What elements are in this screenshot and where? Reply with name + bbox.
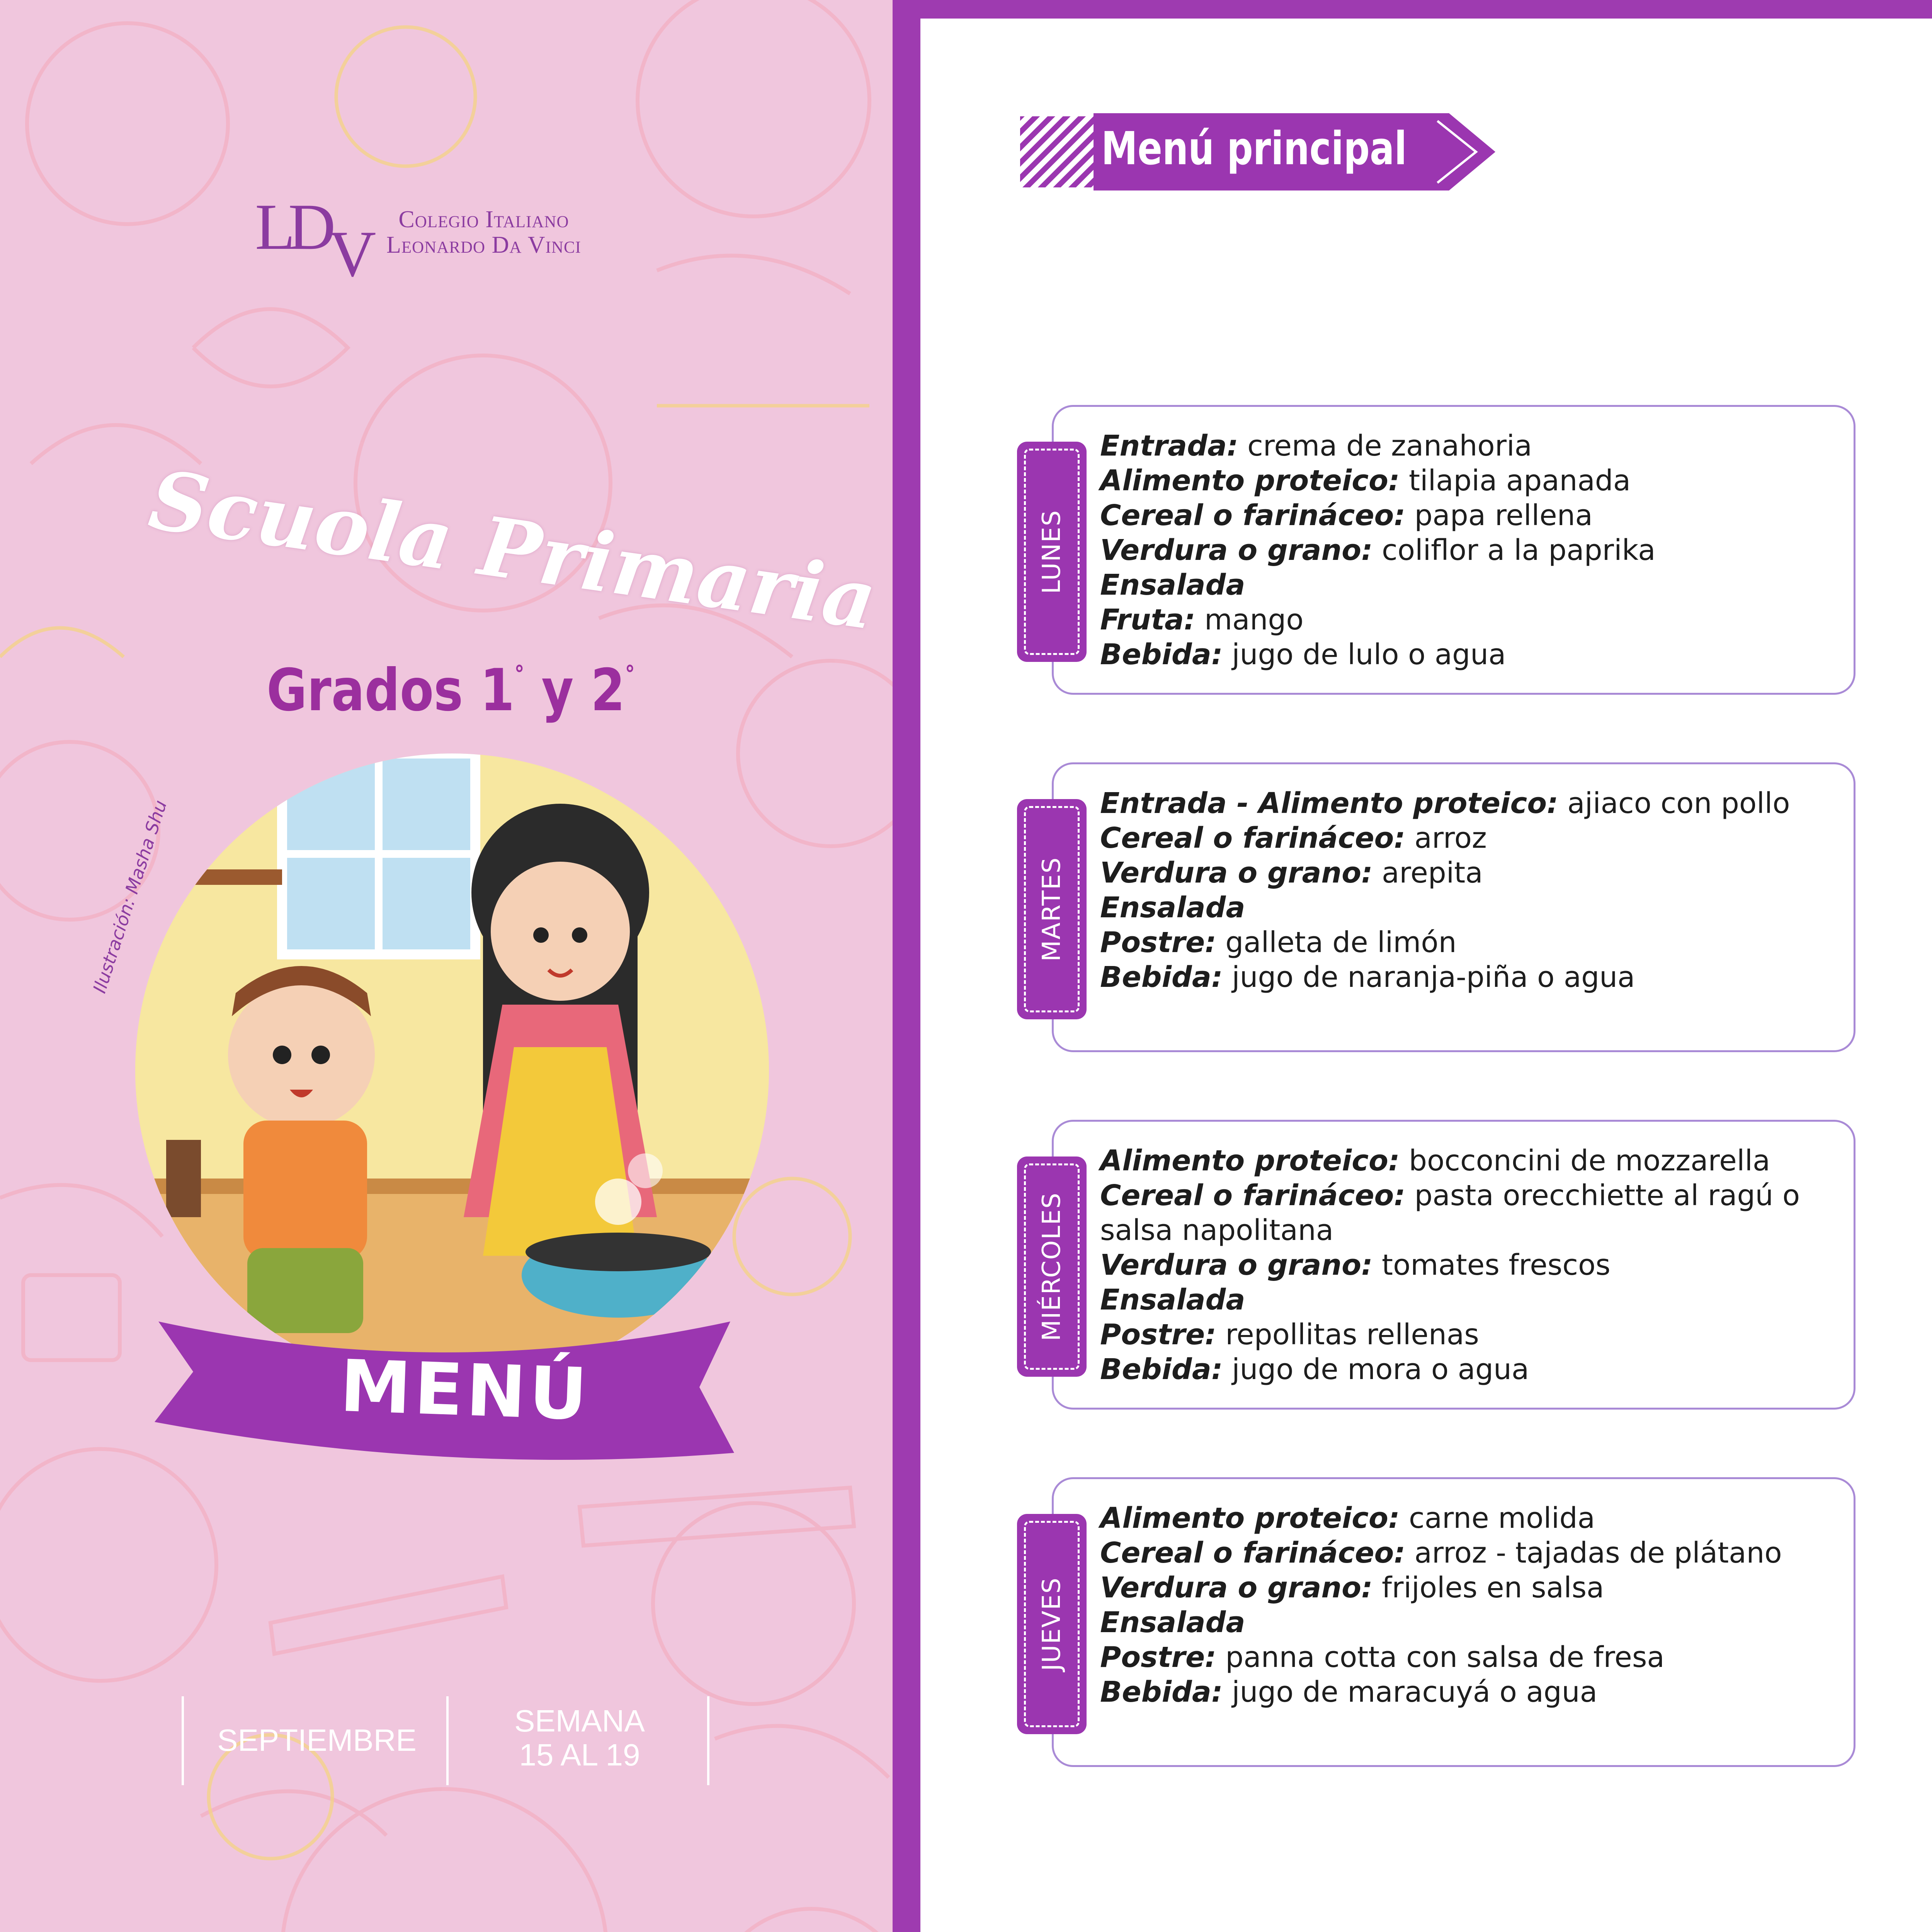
menu-item-category: Ensalada bbox=[1100, 1606, 1245, 1639]
grades-part-2: y 2 bbox=[524, 657, 625, 724]
logo-monogram: LDV bbox=[255, 190, 369, 290]
divider bbox=[446, 1696, 449, 1785]
grades-part-1: Grados 1 bbox=[267, 657, 515, 724]
menu-item-category: Bebida: bbox=[1100, 1353, 1223, 1386]
menu-item bbox=[1100, 925, 1830, 960]
day-tag bbox=[1017, 799, 1087, 1019]
menu-items bbox=[1100, 1143, 1830, 1387]
menu-item bbox=[1100, 960, 1830, 995]
menu-item-category: Bebida: bbox=[1100, 1675, 1223, 1709]
illustration-credit: Ilustración: Masha Shu bbox=[89, 798, 171, 996]
menu-item bbox=[1100, 1570, 1830, 1605]
menu-item bbox=[1100, 890, 1830, 925]
mother-and-child-cooking-image bbox=[135, 753, 769, 1387]
menu-item bbox=[1100, 1352, 1830, 1387]
menu-item-category: Verdura o grano: bbox=[1100, 856, 1373, 889]
menu-item-category: Alimento proteico: bbox=[1100, 1502, 1400, 1535]
menu-item-value: tilapia apanada bbox=[1400, 464, 1631, 497]
divider bbox=[707, 1696, 709, 1785]
menu-item bbox=[1100, 1317, 1830, 1352]
menu-item-category: Entrada: bbox=[1100, 429, 1238, 463]
menu-item bbox=[1100, 821, 1830, 855]
menu-item-value: jugo de mora o agua bbox=[1223, 1353, 1529, 1386]
menu-item bbox=[1100, 498, 1830, 533]
menu-item bbox=[1100, 1605, 1830, 1640]
day-tag bbox=[1017, 1156, 1087, 1377]
menu-item-category: Entrada - Alimento proteico: bbox=[1100, 787, 1558, 820]
menu-item-value: papa rellena bbox=[1405, 499, 1593, 532]
logo-line-2: Leonardo Da Vinci bbox=[386, 232, 581, 258]
main-menu-card-3 bbox=[1037, 1120, 1855, 1410]
degree-mark-1: ° bbox=[514, 661, 524, 688]
menu-item-value: jugo de naranja-piña o agua bbox=[1223, 961, 1635, 994]
menu-item-category: Postre: bbox=[1100, 1641, 1216, 1674]
menu-item-value: bocconcini de mozzarella bbox=[1400, 1144, 1770, 1177]
menu-item-category: Cereal o farináceo: bbox=[1100, 499, 1405, 532]
week-line-1: SEMANA bbox=[514, 1704, 645, 1738]
menu-item bbox=[1100, 637, 1830, 672]
main-menu-card-1 bbox=[1037, 405, 1855, 695]
menu-item-category: Ensalada bbox=[1100, 891, 1245, 924]
menu-item-category: Alimento proteico: bbox=[1100, 464, 1400, 497]
header-main-menu bbox=[1020, 113, 1495, 190]
menu-item bbox=[1100, 1501, 1830, 1536]
menu-item-value: pasta orecchiette al ragú o salsa napolitana bbox=[1100, 1179, 1800, 1247]
menu-item-value: carne molida bbox=[1400, 1502, 1595, 1535]
school-logo bbox=[255, 189, 661, 290]
menu-item-value: arroz - tajadas de plátano bbox=[1405, 1536, 1782, 1570]
week-label bbox=[464, 1704, 696, 1772]
menu-item bbox=[1100, 1178, 1830, 1248]
kitchen-illustration bbox=[135, 753, 769, 1387]
grades-title bbox=[267, 657, 635, 724]
menu-item-value: frijoles en salsa bbox=[1372, 1571, 1604, 1604]
menu-item bbox=[1100, 429, 1830, 463]
menu-item-value: galleta de limón bbox=[1216, 926, 1457, 959]
menu-item bbox=[1100, 855, 1830, 890]
menu-item-category: Cereal o farináceo: bbox=[1100, 1536, 1405, 1570]
menu-item-category: Alimento proteico: bbox=[1100, 1144, 1400, 1177]
menu-item-value: mango bbox=[1195, 603, 1304, 636]
menu-item-value: repollitas rellenas bbox=[1216, 1318, 1479, 1351]
logo-line-1: Colegio Italiano bbox=[398, 206, 569, 233]
menu-item-value: crema de zanahoria bbox=[1238, 429, 1532, 463]
logo-name bbox=[386, 207, 581, 258]
day-tag bbox=[1017, 442, 1087, 662]
menu-item-category: Bebida: bbox=[1100, 961, 1223, 994]
divider bbox=[182, 1696, 184, 1785]
day-tag bbox=[1017, 1514, 1087, 1734]
menu-item-category: Verdura o grano: bbox=[1100, 1248, 1373, 1282]
menu-item-value: arroz bbox=[1405, 821, 1487, 855]
menu-item bbox=[1100, 1536, 1830, 1570]
menu-item-value: panna cotta con salsa de fresa bbox=[1216, 1641, 1665, 1674]
menu-item-category: Postre: bbox=[1100, 1318, 1216, 1351]
menu-ribbon-label: MENÚ bbox=[338, 1344, 592, 1437]
day-label: LUNES bbox=[1037, 509, 1066, 594]
menu-item-category: Cereal o farináceo: bbox=[1100, 1179, 1405, 1212]
menu-item-value: coliflor a la paprika bbox=[1372, 534, 1656, 567]
menu-items bbox=[1100, 1501, 1830, 1709]
menu-item bbox=[1100, 602, 1830, 637]
menu-item bbox=[1100, 568, 1830, 602]
cover-panel bbox=[0, 0, 893, 1932]
day-label: MIÉRCOLES bbox=[1037, 1192, 1066, 1341]
menu-item-value: tomates frescos bbox=[1372, 1248, 1611, 1282]
logo-v: V bbox=[328, 218, 369, 290]
main-menu-card-2 bbox=[1037, 762, 1855, 1052]
menu-item-category: Fruta: bbox=[1100, 603, 1196, 636]
menu-item-category: Bebida: bbox=[1100, 638, 1223, 671]
logo-d: D bbox=[288, 190, 329, 263]
month-label: SEPTIEMBRE bbox=[217, 1723, 417, 1757]
menu-item bbox=[1100, 463, 1830, 498]
day-label: MARTES bbox=[1037, 857, 1066, 962]
menu-items bbox=[1100, 429, 1830, 672]
menu-item-category: Ensalada bbox=[1100, 1283, 1245, 1316]
menu-item-category: Verdura o grano: bbox=[1100, 534, 1373, 567]
header-title: Menú principal bbox=[1101, 122, 1407, 175]
menu-item-category: Postre: bbox=[1100, 926, 1216, 959]
menu-item bbox=[1100, 786, 1830, 821]
day-label: JUEVES bbox=[1037, 1577, 1066, 1671]
menu-item-value: jugo de maracuyá o agua bbox=[1223, 1675, 1598, 1709]
week-line-2: 15 AL 19 bbox=[519, 1738, 640, 1772]
menu-item-value: arepita bbox=[1372, 856, 1483, 889]
menu-item-category: Verdura o grano: bbox=[1100, 1571, 1373, 1604]
menu-item bbox=[1100, 533, 1830, 568]
menu-item bbox=[1100, 1248, 1830, 1282]
main-menu-card-4 bbox=[1037, 1477, 1855, 1767]
menu-item bbox=[1100, 1282, 1830, 1317]
menu-item bbox=[1100, 1675, 1830, 1709]
degree-mark-2: ° bbox=[625, 661, 635, 688]
menu-panel bbox=[920, 19, 1932, 1932]
menu-item-category: Ensalada bbox=[1100, 568, 1245, 602]
menu-item bbox=[1100, 1640, 1830, 1675]
menu-item bbox=[1100, 1143, 1830, 1178]
school-title: Scuola Primaria bbox=[144, 452, 882, 648]
menu-item-value: jugo de lulo o agua bbox=[1223, 638, 1506, 671]
menu-items bbox=[1100, 786, 1830, 995]
menu-item-value: ajiaco con pollo bbox=[1558, 787, 1790, 820]
menu-item-category: Cereal o farináceo: bbox=[1100, 821, 1405, 855]
